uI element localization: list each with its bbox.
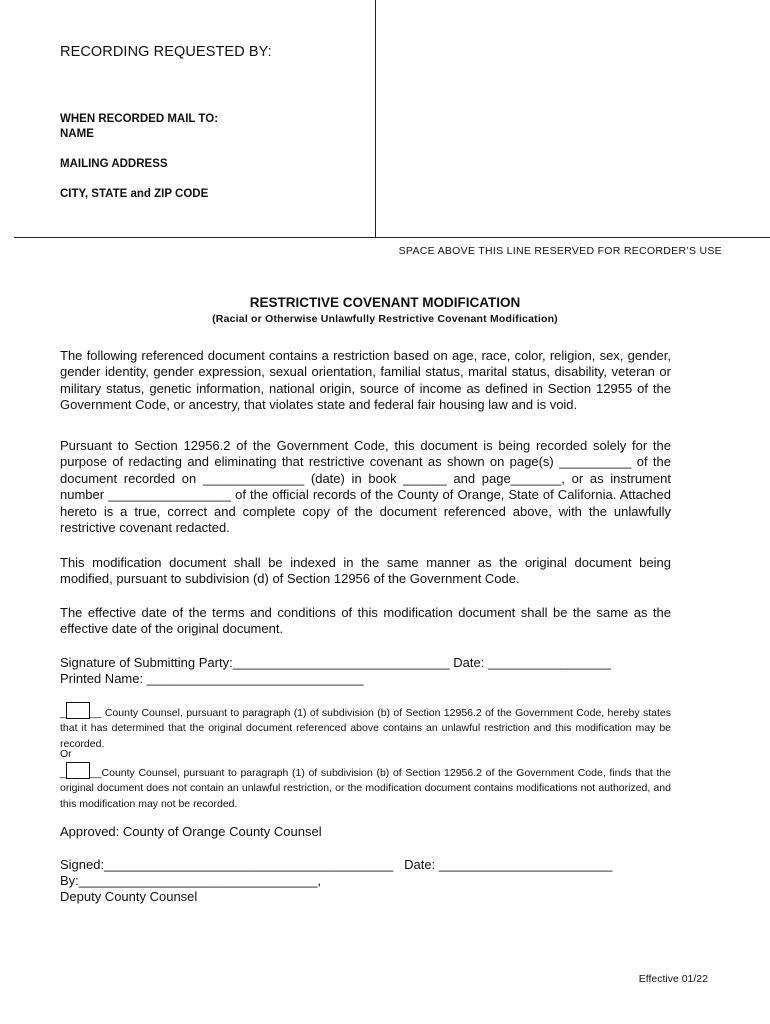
document-subtitle: (Racial or Otherwise Unlawfully Restrictive Covenant Modification) [212,313,558,325]
recording-requested-by: RECORDING REQUESTED BY: [60,44,272,60]
when-recorded-mail-to: WHEN RECORDED MAIL TO: [60,113,219,125]
option1-text: __ County Counsel, pursuant to paragraph (1) of subdivision (b) of Section 12956.2 of the Government Code, hereby states that it has determined that the original document referenced above contains an unlawful restriction and this modification may be recorded. [60,707,671,750]
option1-prefix: _ [60,707,66,719]
deputy-county-counsel: Deputy County Counsel [60,889,198,904]
paragraph-pursuant: Pursuant to Section 12956.2 of the Government Code, this document is being recorded solely for the purpose of redacting and eliminating that restrictive covenant as shown on page(s) __________ of the document recorded on ______________ (date) in book ______ and page_______, or as instrument number _________________ of the official records of the County of Orange, State of California. Attached hereto is a true, correct and complete copy of the document referenced above, with the unlawfully restrictive covenant redacted. [60,438,671,536]
recorder-space-divider [14,237,770,238]
name-label: NAME [60,128,94,140]
mailing-address-label: MAILING ADDRESS [60,158,168,170]
printed-name-line: Printed Name: ______________________________ [60,671,364,686]
effective-date-footer: Effective 01/22 [638,973,708,985]
by-line: By:_________________________________, [60,873,321,888]
approved-by-county-counsel: Approved: County of Orange County Counsel [60,824,322,839]
header-vertical-divider [375,0,376,237]
paragraph-restriction: The following referenced document contains a restriction based on age, race, color, religion, sex, gender, gender identity, gender expression, sexual orientation, familial status, marital status, disability, veteran or military status, genetic information, national origin, source of income as defined in Section 12955 of the Government Code, or ancestry, that violates state and federal fair housing law and is void. [60,348,671,413]
counsel-option-approve [60,702,671,752]
option2-prefix: _ [60,767,66,779]
paragraph-indexed: This modification document shall be indexed in the same manner as the original document being modified, pursuant to subdivision (d) of Section 12956 of the Government Code. [60,555,671,587]
city-state-zip-label: CITY, STATE and ZIP CODE [60,188,209,200]
option2-text: __County Counsel, pursuant to paragraph (1) of subdivision (b) of Section 12956.2 of the Government Code, finds that the original document does not contain an unlawful restriction, or the modification document contains modifications not authorized, and this modification may not be recorded. [60,767,671,810]
counsel-option-deny [60,762,671,812]
paragraph-effective-date: The effective date of the terms and conditions of this modification document shall be the same as the effective date of the original document. [60,605,671,637]
signed-date-line: Signed:________________________________________ Date: ________________________ [60,857,613,872]
submitting-party-signature-line: Signature of Submitting Party:______________________________ Date: _________________ [60,655,611,670]
or-label: Or [60,748,72,760]
recorder-use-notice: SPACE ABOVE THIS LINE RESERVED FOR RECORDER’S USE [398,245,722,257]
approve-checkbox[interactable] [66,702,90,719]
deny-checkbox[interactable] [66,762,90,779]
document-title: RESTRICTIVE COVENANT MODIFICATION [249,295,521,310]
